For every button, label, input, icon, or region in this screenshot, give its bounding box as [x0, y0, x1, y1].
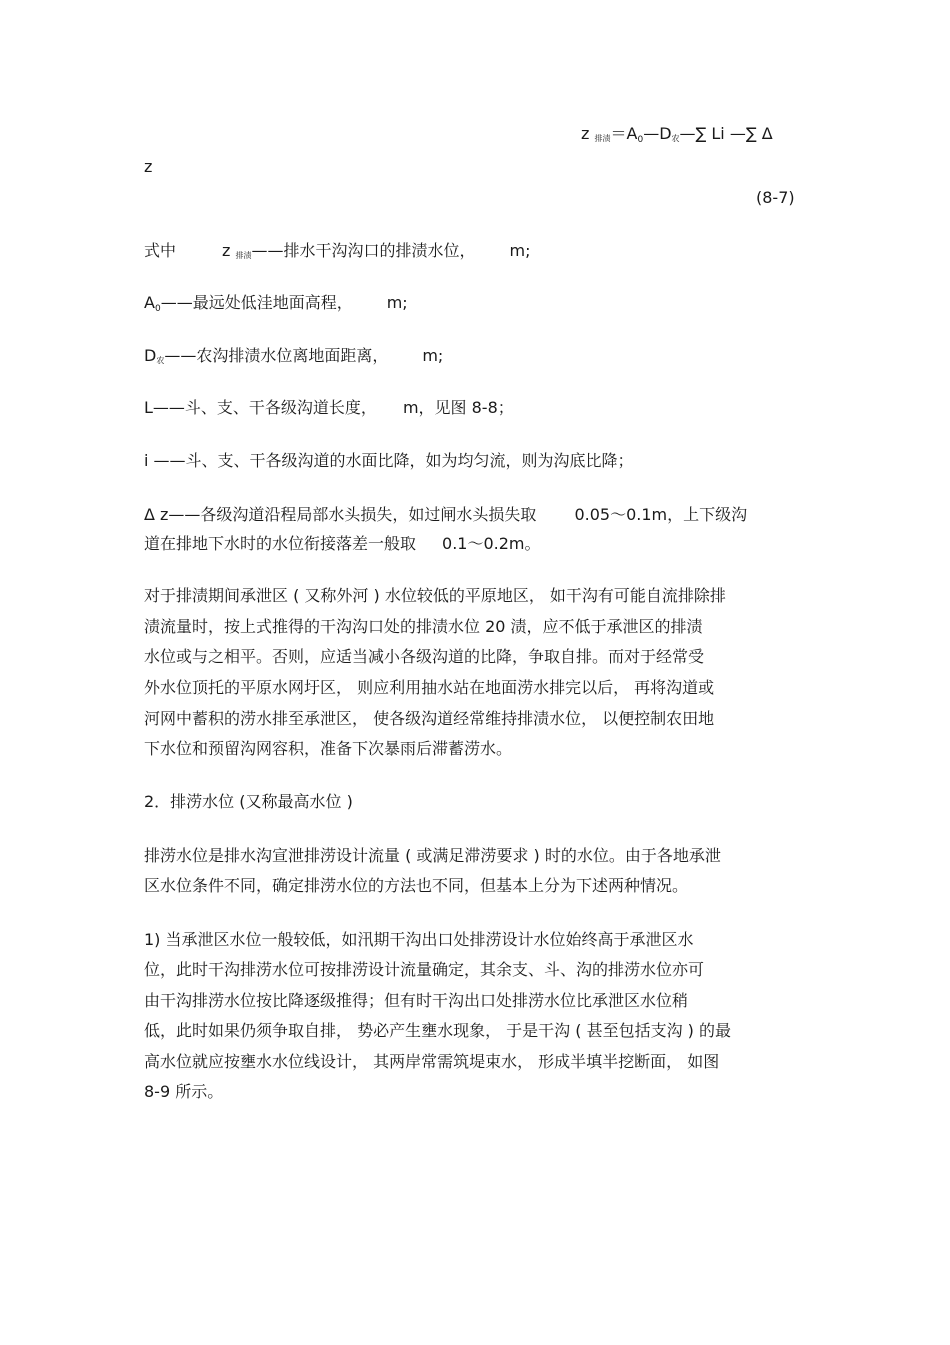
- section-heading: 2．排涝水位 (又称最高水位 ): [144, 792, 353, 811]
- definition-i: [144, 450, 634, 472]
- definition-z: [144, 240, 531, 267]
- definition-dz-value: 0.05～0.1m，上下级沟: [574, 505, 748, 524]
- paragraph-1-line: 下水位和预留沟网容积，准备下次暴雨后滞蓄涝水。: [144, 739, 513, 758]
- formula-a-subscript: 0: [637, 135, 644, 145]
- definition-subscript: 排渍: [235, 251, 252, 260]
- definition-unit: m;: [422, 346, 444, 365]
- definition-d: [144, 345, 443, 372]
- definition-unit: m;: [509, 241, 531, 260]
- definition-text: ——排水干沟沟口的排渍水位，: [251, 241, 476, 260]
- formula-rest: —∑ Li —∑ Δ: [679, 124, 773, 143]
- formula-d: —D: [643, 124, 672, 143]
- paragraph-1-line: 水位或与之相平。否则，应适当减小各级沟道的比降，争取自排。而对于经常受: [144, 647, 705, 666]
- definition-prefix: 式中: [144, 241, 177, 260]
- formula-symbol-z-2: z: [144, 157, 153, 176]
- definition-l: [144, 397, 514, 419]
- definition-subscript: 农: [156, 356, 165, 365]
- definition-symbol: z: [222, 241, 231, 260]
- paragraph-1-line: 渍流量时，按上式推得的干沟沟口处的排渍水位 20 渍，应不低于承泄区的排渍: [144, 617, 703, 636]
- formula-eq: ＝A: [610, 124, 638, 143]
- formula-d-subscript: 农: [671, 134, 680, 143]
- paragraph-3-line: 由干沟排涝水位按比降逐级推得；但有时干沟出口处排涝水位比承泄区水位稍: [144, 991, 689, 1010]
- definition-dz-line-2: [144, 533, 541, 555]
- definition-dz-text-2: 道在排地下水时的水位衔接落差一般取: [144, 534, 417, 553]
- paragraph-2-line: 区水位条件不同，确定排涝水位的方法也不同，但基本上分为下述两种情况。: [144, 876, 689, 895]
- definition-symbol: i: [144, 451, 149, 470]
- equation-number: (8-7): [756, 188, 795, 207]
- definition-dz-value-2: 0.1～0.2m。: [442, 534, 541, 553]
- definition-dz-text: Δ z——各级沟道沿程局部水头损失，如过闸水头损失取: [144, 505, 537, 524]
- paragraph-1-line: 河网中蓄积的涝水排至承泄区， 使各级沟道经常维持排渍水位， 以便控制农田地: [144, 709, 715, 728]
- definition-text: ——斗、支、干各级沟道长度，: [152, 398, 377, 417]
- definition-unit: m，见图 8-8；: [402, 398, 514, 417]
- definition-text: ——农沟排渍水位离地面距离，: [164, 346, 389, 365]
- formula-line-2: [144, 156, 152, 178]
- formula-symbol-z: z: [581, 124, 590, 143]
- definition-symbol: L: [144, 398, 153, 417]
- definition-symbol: D: [144, 346, 157, 365]
- definition-text: ——斗、支、干各级沟道的水面比降，如为均匀流，则为沟底比降；: [148, 451, 634, 470]
- paragraph-1-line: 对于排渍期间承泄区 ( 又称外河 ) 水位较低的平原地区， 如干沟有可能自流排除排: [144, 586, 726, 605]
- definition-symbol: A: [144, 293, 155, 312]
- paragraph-3-line: 位，此时干沟排涝水位可按排涝设计流量确定，其余支、斗、沟的排涝水位亦可: [144, 960, 705, 979]
- formula-subscript: 排渍: [594, 134, 611, 143]
- paragraph-3-line: 1) 当承泄区水位一般较低，如汛期干沟出口处排涝设计水位始终高于承泄区水: [144, 930, 694, 949]
- formula-line-1: [581, 123, 773, 151]
- paragraph-1-line: 外水位顶托的平原水网圩区， 则应利用抽水站在地面涝水排完以后， 再将沟道或: [144, 678, 715, 697]
- paragraph-3-line: 高水位就应按壅水水位线设计， 其两岸常需筑堤束水， 形成半填半挖断面， 如图: [144, 1052, 720, 1071]
- definition-a0: [144, 292, 408, 320]
- paragraph-3-line: 低，此时如果仍须争取自排， 势必产生壅水现象， 于是干沟 ( 甚至包括支沟 ) 的最: [144, 1021, 732, 1040]
- definition-unit: m;: [386, 293, 408, 312]
- definition-dz-line-1: [144, 504, 747, 526]
- paragraph-3-line: 8-9 所示。: [144, 1082, 224, 1101]
- definition-text: ——最远处低洼地面高程，: [160, 293, 353, 312]
- definition-subscript: 0: [154, 304, 161, 314]
- paragraph-2-line: 排涝水位是排水沟宣泄排涝设计流量 ( 或满足滞涝要求 ) 时的水位。由于各地承泄: [144, 846, 721, 865]
